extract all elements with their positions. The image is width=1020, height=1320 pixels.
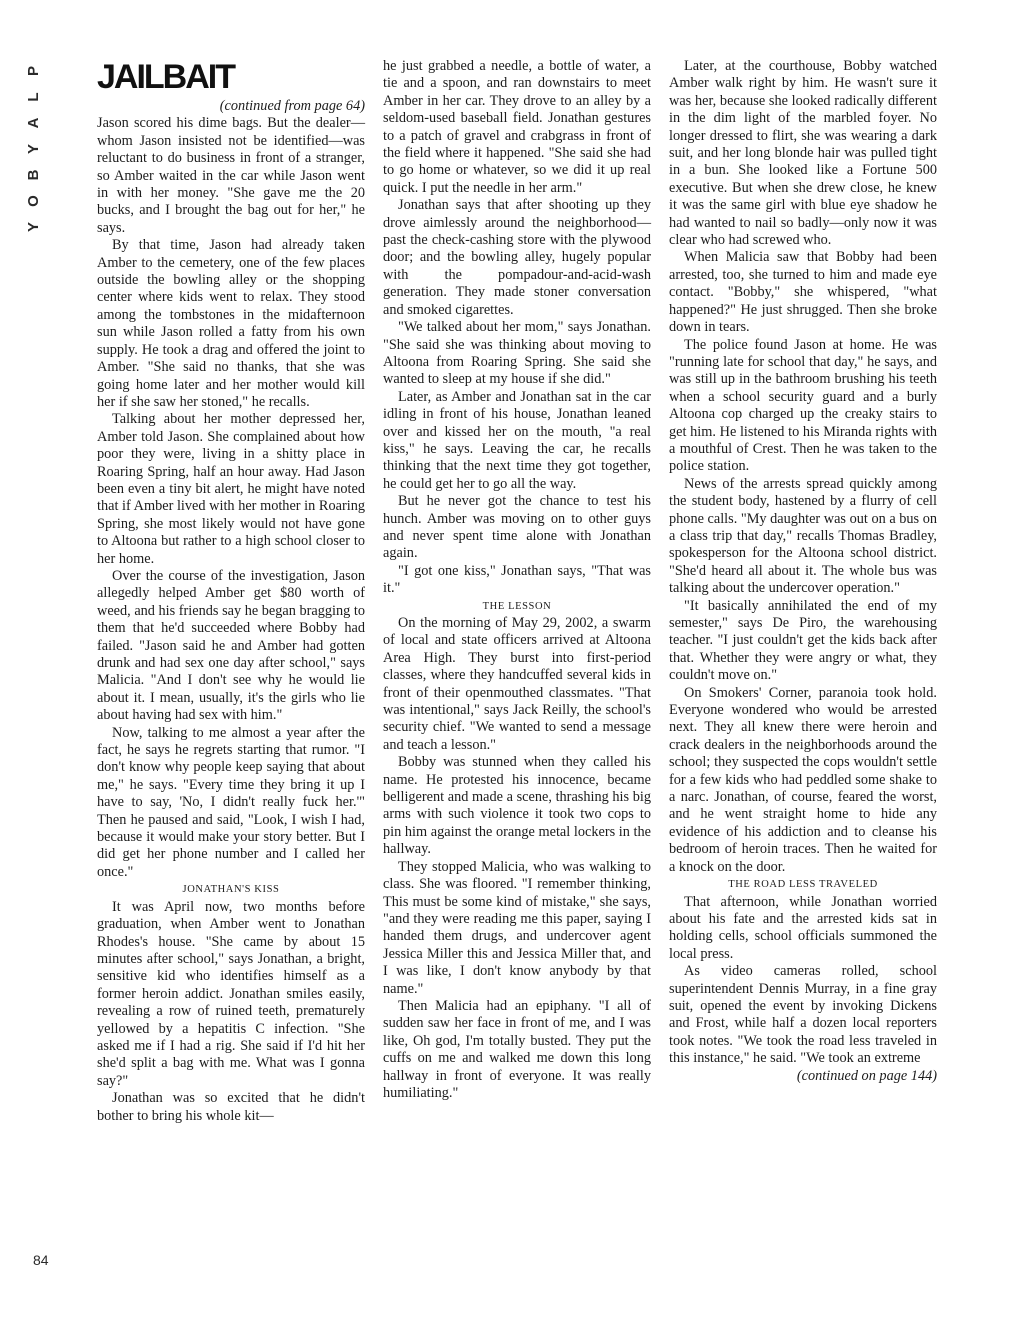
paragraph: "It basically annihilated the end of my semester," says De Piro, the warehousing teacher. "I just couldn't get the kids back after that. Whether they were angry or what, they couldn't move on.": [669, 597, 937, 684]
article-column-1: [97, 58, 365, 1125]
paragraph: Later, as Amber and Jonathan sat in the car idling in front of his house, Jonathan leaned over and kissed her on the mouth, "a real kiss," he says. Leaving the car, he recalls thinking that the next time they got together, he could get her to go all the way.: [383, 388, 651, 492]
paragraph: It was April now, two months before graduation, when Amber went to Jonathan Rhodes's house. "She came by about 15 minutes after school," says Jonathan, a bright, sensitive kid who identifies himself as a former heroin addict. Jonathan smiles easily, revealing a row of ruined teeth, prematurely yellowed by a hepatitis C infection. "She asked me if I had a rig. She said if I'd hit her she'd split a bag with me. What was I gonna say?": [97, 898, 365, 1089]
paragraph: On the morning of May 29, 2002, a swarm of local and state officers arrived at Altoona Area High. They burst into first-period classes, where they handcuffed several kids in front of their openmouthed classmates. "That was intentional," says Jack Reilly, the school's security chief. "We wanted to send a message and teach a lesson.": [383, 615, 651, 753]
magazine-letter: L: [25, 92, 42, 102]
paragraph: "We talked about her mom," says Jonathan. "She said she was thinking about moving to Altoona from Roaring Spring. She said she wanted to sleep at my house if she did.": [383, 319, 651, 388]
page-number: 84: [33, 1252, 49, 1268]
article-column-3: [669, 58, 937, 1085]
article-column-2: [383, 58, 651, 1102]
continued-on: (continued on page 144): [796, 1067, 937, 1084]
paragraph: Jonathan says that after shooting up they drove aimlessly around the neighborhood—past the check-cashing store with the plywood door; and the bowling alley, hugely popular with the pompadour-and-acid-wash generation. They made stoner conversation and smoked cigarettes.: [383, 197, 651, 318]
paragraph: Jason scored his dime bags. But the dealer—whom Jason insisted not be identified—was reluctant to do business in front of a stranger, so Amber waited in the car while Jason went in with her money. "She gave me the 20 bucks, and I brought the bag out for her," he says.: [97, 115, 365, 236]
magazine-letter: B: [25, 169, 42, 181]
paragraph: That afternoon, while Jonathan worried about his fate and the arrested kids sat in holding cells, school officials summoned the local press.: [669, 893, 937, 962]
paragraph: Over the course of the investigation, Jason allegedly helped Amber get $80 worth of weed, and his friends say he began bragging to them that he'd succeeded where Bobby had failed. "Jason said he and Amber had gotten drunk and had sex one day after school," says Malicia. "And I don't see why he would lie about it. I mean, usually, it's the girls who lie about having had sex with him.": [97, 567, 365, 724]
magazine-letter: P: [25, 66, 42, 77]
section-heading: JONATHAN'S KISS: [182, 884, 280, 896]
paragraph: Now, talking to me almost a year after the fact, he says he regrets starting that rumor. "I don't know why people keep saying that about me," he says. "Every time they bring it up I have to say, 'No, I didn't really fuck her.'" Then he paused and said, "Look, I wish I had, because it would make your story better. But I did get her phone number and I called her once.": [97, 724, 365, 880]
paragraph: he just grabbed a needle, a bottle of water, a tie and a spoon, and ran downstairs to meet Amber in her car. They drove to an alley by a seldom-used baseball field. Jonathan gestures to a patch of gravel and crabgrass in front of the field where it happened. "She said she had to go home or whatever, so we did it up real quick. I put the needle in her arm.": [383, 58, 651, 196]
continued-from: (continued from page 64): [219, 98, 365, 114]
section-heading: THE ROAD LESS TRAVELED: [728, 879, 878, 891]
paragraph: "I got one kiss," Jonathan says, "That was it.": [383, 562, 651, 597]
paragraph: Jonathan was so excited that he didn't bother to bring his whole kit—: [97, 1090, 365, 1124]
paragraph: Talking about her mother depressed her, Amber told Jason. She complained about how poor they were, living in a shitty place in Roaring Spring, half an hour away. Had Jason been even a tiny bit alert, he might have noted that if Amber lived with her mother in Roaring Spring, she most likely would not have gone to Altoona but rather to a high school closer to her home.: [97, 411, 365, 567]
magazine-letter: A: [25, 117, 42, 129]
article-title: JAILBAIT: [97, 58, 234, 96]
paragraph: News of the arrests spread quickly among the student body, hastened by a flurry of cell phone calls. "My daughter was out on a bus on a class trip that day," recalls Thomas Bradley, spokesperson for the Altoona school district. "She'd heard all about it. The whole bus was talking about the undercover operation.": [669, 475, 937, 597]
paragraph: On Smokers' Corner, paranoia took hold. Everyone wondered who would be arrested next. They all knew there were heroin and crack dealers in the neighborhoods around the school; they suspected the cops wouldn't settle for a few kids who had peddled some shake to a narc. Jonathan, of course, feared the worst, and he went straight home to hide any evidence of his addiction and to cleanse his bedroom of heroin traces. Then he waited for a knock on the door.: [669, 684, 937, 875]
paragraph: The police found Jason at home. He was "running late for school that day," he says, and was still up in the bathroom brushing his teeth when a school security guard and a burly Altoona cop charged up the creaky stairs to get him. He listened to his Miranda rights with a mouthful of Crest. Then he was taken to the police station.: [669, 336, 937, 475]
paragraph: But he never got the chance to test his hunch. Amber was moving on to other guys and never spent time alone with Jonathan again.: [383, 493, 651, 562]
section-heading: THE LESSON: [482, 600, 552, 612]
paragraph: By that time, Jason had already taken Amber to the cemetery, one of the few places outside the bowling alley or the shopping center where kids went to relax. They stood among the tombstones in the midafternoon sun while Jason rolled a fatty from his own supply. He took a drag and offered the joint to Amber. "She said no thanks, that she was going home later and her mother would kill her if she saw her stoned," he recalls.: [97, 237, 365, 410]
magazine-name-vertical: [26, 58, 42, 240]
paragraph: As video cameras rolled, school superintendent Dennis Murray, in a fine gray suit, opened the event by invoking Dickens and Frost, while half a dozen local reporters took notes. "We took the road less traveled in this instance," he said. "We took an extreme: [669, 963, 937, 1067]
paragraph: They stopped Malicia, who was walking to class. She was floored. "I remember thinking, This must be some kind of mistake," she says, "and they were reading me this paper, saying I handed them drugs, and undercover agent Jessica Miller this and Jessica Miller that, and I was like, I don't know anybody by that name.": [383, 858, 651, 997]
magazine-letter: Y: [25, 222, 42, 233]
paragraph: Then Malicia had an epiphany. "I all of sudden saw her face in front of me, and I was like, Oh god, I'm totally busted. They put the cuffs on me and walked me down this long hallway in front of everyone. It was really humiliating.": [383, 997, 651, 1101]
paragraph: Bobby was stunned when they called his name. He protested his innocence, became belligerent and made a scene, thrashing his big arms with such violence it took two cops to pin him against the orange metal lockers in the hallway.: [383, 754, 651, 858]
magazine-letter: O: [25, 195, 42, 207]
magazine-letter: Y: [25, 144, 42, 155]
paragraph: Later, at the courthouse, Bobby watched Amber walk right by him. He wasn't sure it was her, because she looked radically different in the dim light of the marbled foyer. No longer dressed to flirt, she was wearing a dark suit, and her long blonde hair was pulled tight in a bun. She looked like a Fortune 500 executive. But when she drew close, he knew it was the same girl with blue eye shadow he had wanted to nail so badly—only now it was clear who had screwed who.: [669, 58, 937, 249]
paragraph: When Malicia saw that Bobby had been arrested, too, she turned to him and made eye contact. "Bobby," she whispered, "what happened?" He just shrugged. Then she broke down in tears.: [669, 249, 937, 336]
